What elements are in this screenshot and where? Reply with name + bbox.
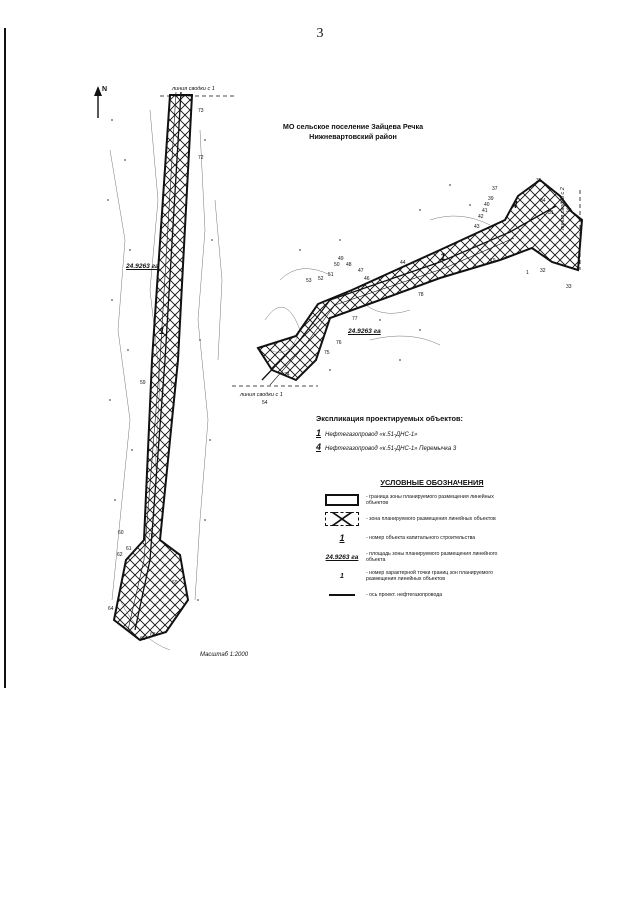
area-label-right: 24.9263 га <box>348 328 381 335</box>
explication-item <box>316 428 536 438</box>
legend-text: - граница зоны планируемого размещения линейных объектов <box>366 494 494 506</box>
point-label: 73 <box>198 108 204 114</box>
point-label: 69 <box>172 580 178 586</box>
point-label: 40 <box>484 202 490 208</box>
legend-row <box>322 567 512 585</box>
point-label: 30 <box>566 208 572 214</box>
point-label: 74 <box>284 372 290 378</box>
legend-row <box>322 529 512 547</box>
legend-text: - номер объекта капитального строительства <box>366 535 476 541</box>
legend-heading: УСЛОВНЫЕ ОБОЗНАЧЕНИЯ <box>380 478 484 487</box>
legend-text: - зона планируемого размещения линейных объектов <box>366 516 496 522</box>
explication-item-number: 4 <box>316 442 322 452</box>
point-label: 42 <box>478 214 484 220</box>
legend-row <box>322 586 512 604</box>
point-label: 76 <box>336 340 342 346</box>
point-label: 66 <box>140 636 146 642</box>
point-label: 35 <box>536 178 542 184</box>
object-number-right: 1 <box>440 252 446 263</box>
scale-note: Масштаб 1:2000 <box>200 652 249 658</box>
point-label: 49 <box>338 256 344 262</box>
point-label: 68 <box>150 632 156 638</box>
legend-row <box>322 548 512 566</box>
point-label: 44 <box>400 260 406 266</box>
point-label: 34 <box>540 198 546 204</box>
legend-symbol-area: 24.9263 га <box>325 553 359 561</box>
point-label: 54 <box>262 400 268 406</box>
legend-symbol-number: 1 <box>339 533 345 543</box>
point-label: 33 <box>566 284 572 290</box>
point-label: 75 <box>324 350 330 356</box>
legend-text: - ось проект. нефтегазопровода <box>366 592 443 598</box>
point-label: 51 <box>328 272 334 278</box>
point-label: 78 <box>418 292 424 298</box>
point-label: 37 <box>492 186 498 192</box>
north-arrow-icon <box>94 86 102 118</box>
legend-row <box>322 510 512 528</box>
explication-heading: Экспликация проектируемых объектов: <box>316 414 464 423</box>
legend-symbol-point: 1 <box>340 572 344 580</box>
explication-item <box>316 442 536 452</box>
point-label: 62 <box>117 552 123 558</box>
point-label: 52 <box>318 276 324 282</box>
point-label: 48 <box>346 262 352 268</box>
point-label: 64 <box>108 606 114 612</box>
point-label: 60 <box>118 530 124 536</box>
page-number: 3 <box>316 26 324 41</box>
point-label: 1 <box>526 270 529 276</box>
explication-item-text: Нефтегазопровод «к.51-ДНС-1» <box>325 432 418 438</box>
point-label: 61 <box>126 546 132 552</box>
legend-text: - номер характерной точки границ зон планируемого размещения линейных объектов <box>366 570 493 582</box>
object-number-left: 1 <box>159 326 165 337</box>
point-label: 39 <box>488 196 494 202</box>
point-label: 59 <box>140 380 146 386</box>
north-label: N <box>102 86 108 93</box>
legend-row <box>322 491 512 509</box>
match-line-label-top: линия сводки с 1 <box>172 86 215 92</box>
area-label-left: 24.9263 га <box>126 263 159 270</box>
axis-line-icon <box>329 594 355 596</box>
match-line-label-bottom: линия сводки с 1 <box>240 392 283 398</box>
explication <box>316 414 536 456</box>
title-block <box>268 122 438 142</box>
match-line-label-right: линия сводки с 2 <box>560 187 566 230</box>
point-label: 77 <box>352 316 358 322</box>
hatched-zone-icon <box>325 512 359 526</box>
point-label: 72 <box>198 155 204 161</box>
point-label: 43 <box>474 224 480 230</box>
legend-text: - площадь зоны планируемого размещения линейного объекта <box>366 551 498 563</box>
object-number-jumper: 4 <box>512 200 518 211</box>
point-label: 46 <box>364 276 370 282</box>
point-label: 79 <box>490 258 496 264</box>
point-label: 31 <box>548 210 554 216</box>
point-label: 32 <box>540 268 546 274</box>
left-corridor <box>114 92 192 640</box>
explication-item-text: Нефтегазопровод «к.51-ДНС-1» Перемычка 3 <box>325 446 457 452</box>
point-label: 50 <box>334 262 340 268</box>
explication-item-number: 1 <box>316 428 322 438</box>
point-label: 53 <box>306 278 312 284</box>
point-label: 47 <box>358 268 364 274</box>
legend <box>322 478 512 605</box>
title-line-1: МО сельское поселение Зайцева Речка <box>282 122 424 131</box>
boundary-box-icon <box>325 494 359 506</box>
point-label: 71 <box>170 382 176 388</box>
point-label: 41 <box>482 208 488 214</box>
point-label: 70 <box>148 533 154 539</box>
title-line-2: Нижневартовский район <box>309 132 397 141</box>
